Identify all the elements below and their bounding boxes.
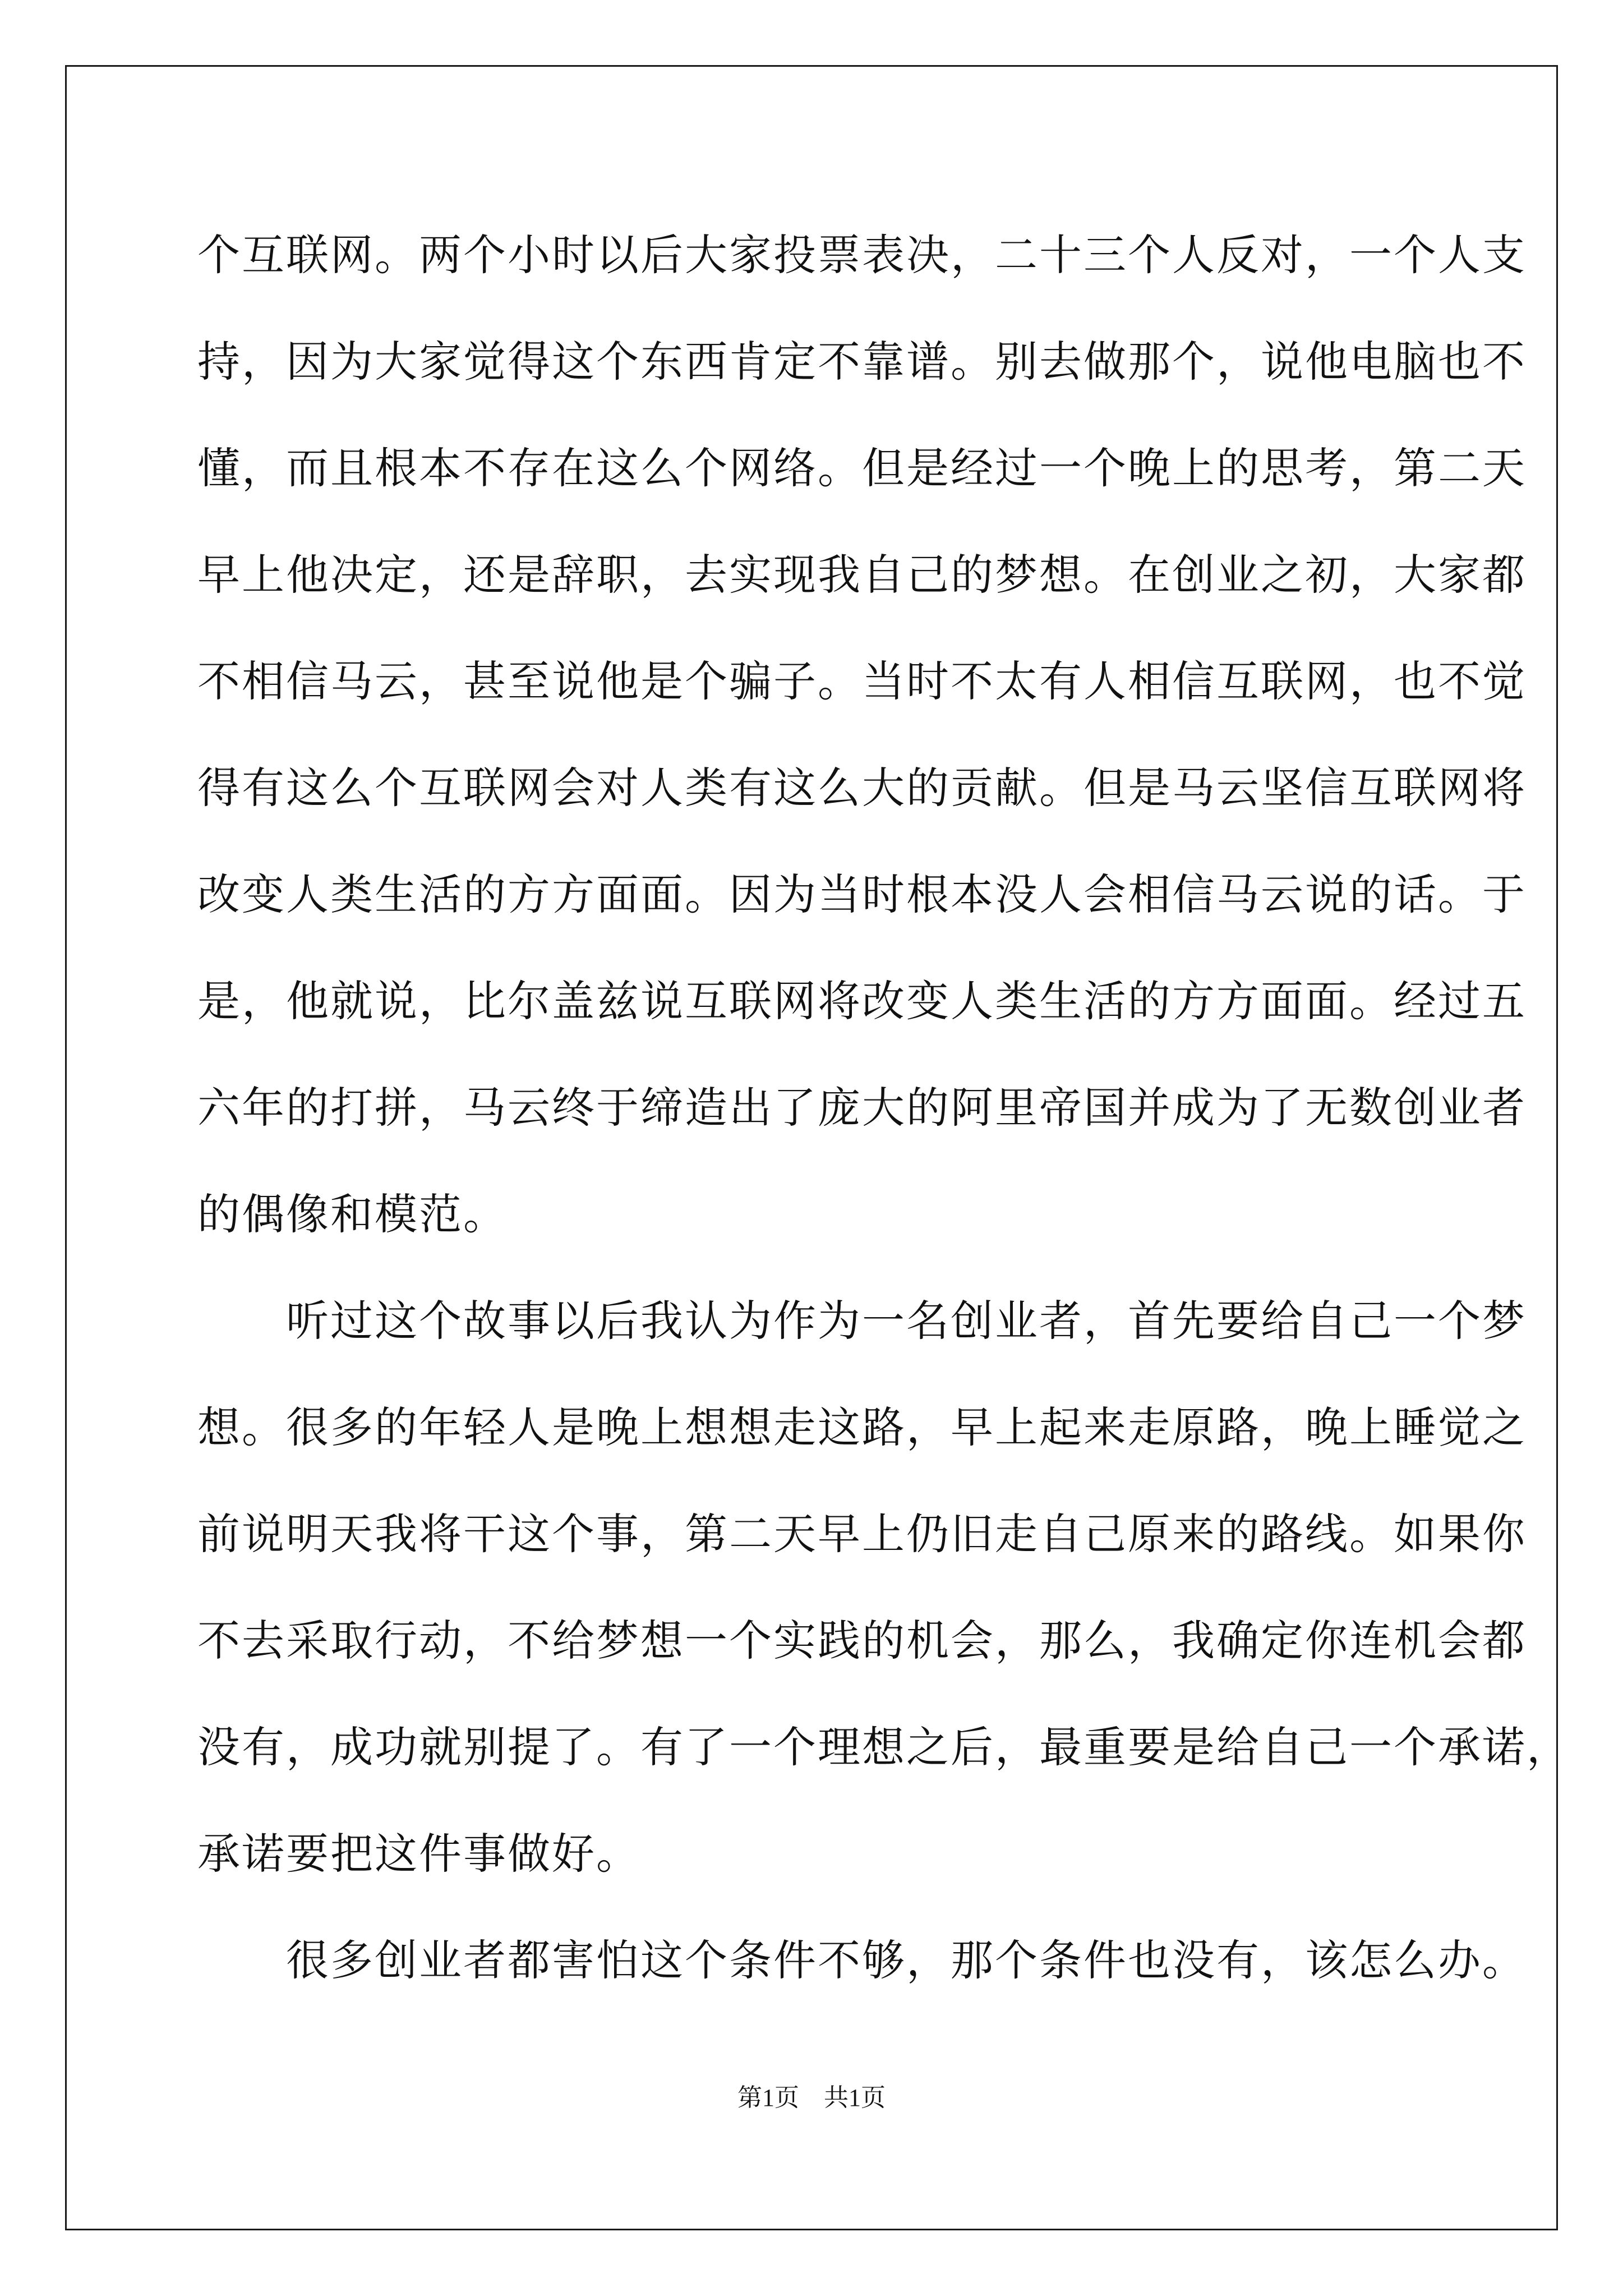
text-line: 的偶像和模范。 (197, 1189, 508, 1239)
text-line: 很多创业者都害怕这个条件不够，那个条件也没有，该怎么办。 (197, 1935, 1527, 1985)
text-line: 懂，而且根本不存在这么个网络。但是经过一个晚上的思考，第二天 (197, 443, 1527, 493)
text-line: 个互联网。两个小时以后大家投票表决，二十三个人反对，一个人支 (197, 230, 1527, 280)
text-line: 承诺要把这件事做好。 (197, 1829, 640, 1879)
text-line: 不去采取行动，不给梦想一个实践的机会，那么，我确定你连机会都 (197, 1616, 1527, 1665)
text-line: 不相信马云，甚至说他是个骗子。当时不太有人相信互联网，也不觉 (197, 656, 1527, 706)
text-line: 持，因为大家觉得这个东西肯定不靠谱。别去做那个，说他电脑也不 (197, 337, 1527, 386)
text-line: 前说明天我将干这个事，第二天早上仍旧走自己原来的路线。如果你 (197, 1509, 1527, 1559)
text-line: 听过这个故事以后我认为作为一名创业者，首先要给自己一个梦 (197, 1296, 1527, 1346)
text-line: 早上他决定，还是辞职，去实现我自己的梦想。在创业之初，大家都 (197, 550, 1527, 600)
text-line: 是，他就说，比尔盖兹说互联网将改变人类生活的方方面面。经过五 (197, 976, 1527, 1026)
text-line: 得有这么个互联网会对人类有这么大的贡献。但是马云坚信互联网将 (197, 763, 1527, 813)
text-line: 没有，成功就别提了。有了一个理想之后，最重要是给自己一个承诺， (197, 1722, 1571, 1772)
text-line: 六年的打拼，马云终于缔造出了庞大的阿里帝国并成为了无数创业者 (197, 1083, 1527, 1133)
page-number: 第1页 (737, 2084, 799, 2111)
page-total: 共1页 (824, 2084, 886, 2111)
page-footer (0, 2081, 1623, 2115)
document-body (197, 202, 1571, 2014)
text-line: 改变人类生活的方方面面。因为当时根本没人会相信马云说的话。于 (197, 869, 1527, 919)
text-line: 想。很多的年轻人是晚上想想走这路，早上起来走原路，晚上睡觉之 (197, 1402, 1527, 1452)
